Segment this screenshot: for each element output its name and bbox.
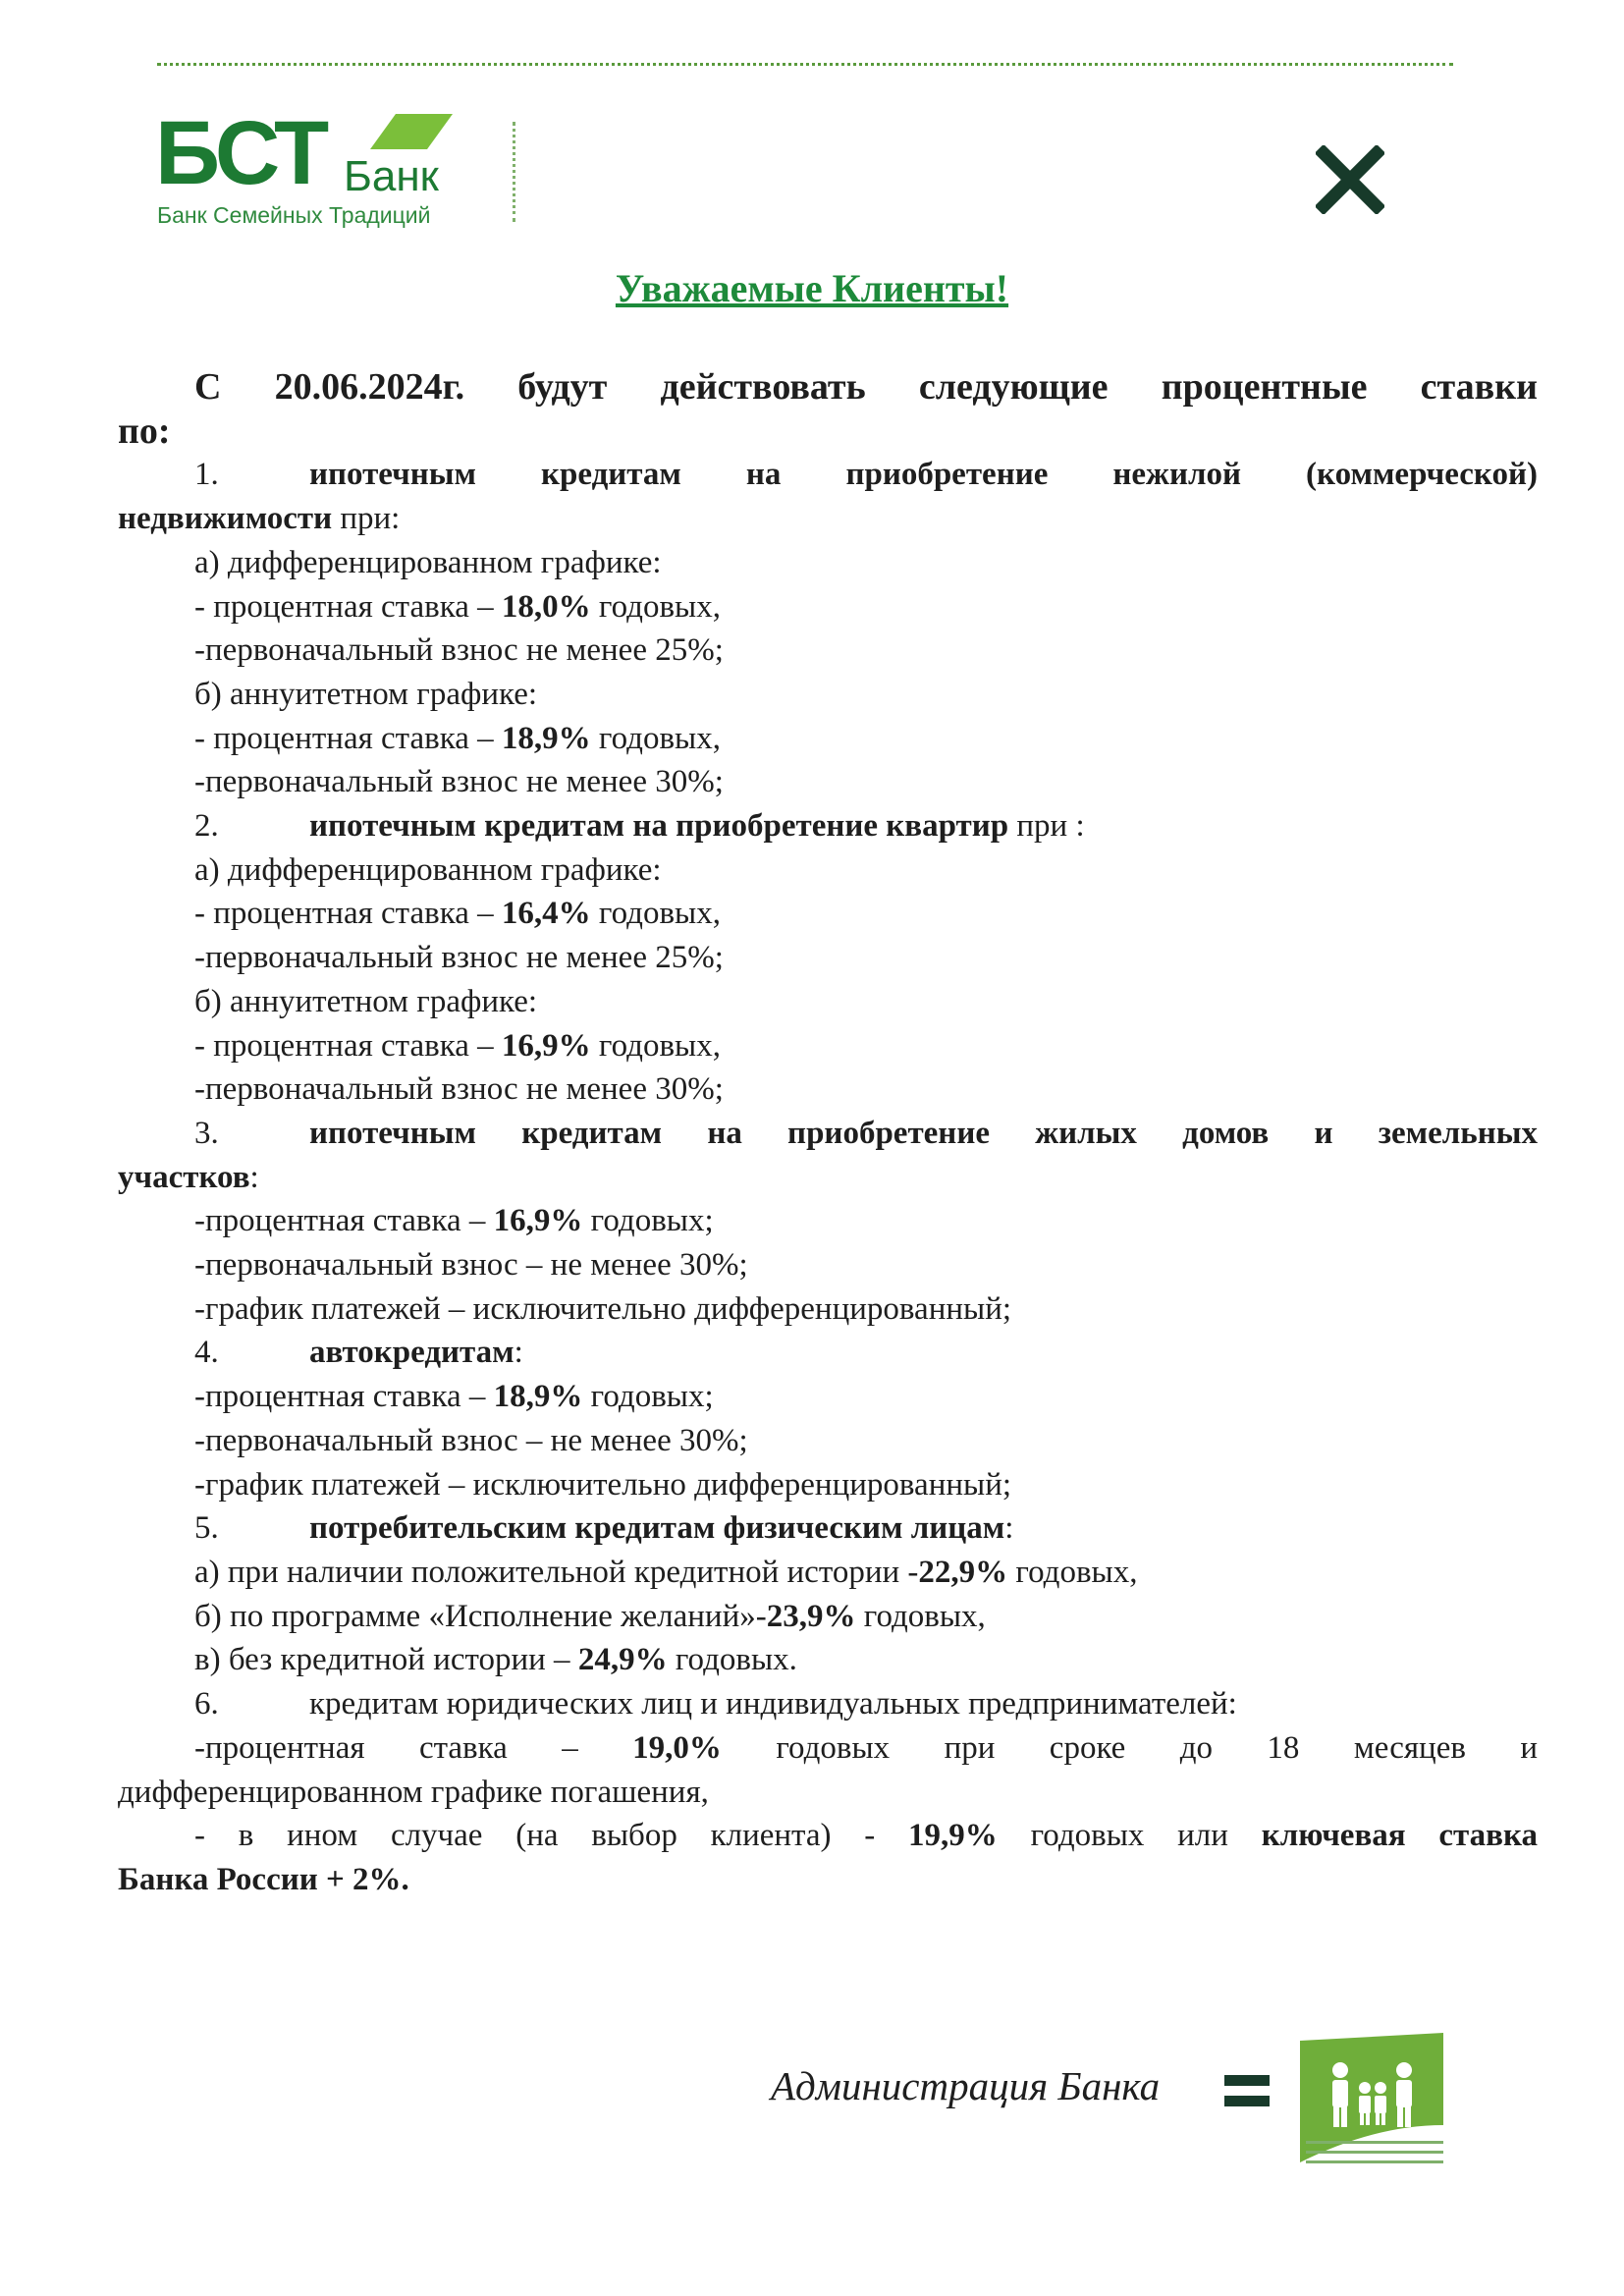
rate-prefix: - в ином случае (на выбор клиента) - [194,1818,909,1854]
rate-suffix: годовых, [1007,1554,1138,1590]
rate-line [118,1726,1538,1771]
rate-line [118,892,1538,936]
page-title: Уважаемые Клиенты! [615,266,1009,310]
rate-value: 18,9% [493,1379,583,1415]
bank-logo [155,103,450,236]
rate-value: 18,0% [501,588,591,625]
section-3-heading [118,1112,1538,1156]
rate-line [118,1814,1538,1858]
down-payment-line: -первоначальный взнос – не менее 30%; [194,1247,748,1284]
intro-line: С 20.06.2024г. будут действовать следующие процентные ставки [194,366,1538,408]
rate-value: 19,0% [632,1729,722,1766]
rate-suffix: годовых. [667,1642,797,1678]
rate-suffix: годовых, [590,588,721,625]
section-1-heading [118,453,1538,497]
rate-prefix: -процентная ставка – [194,1729,633,1766]
section-heading-text: ипотечным кредитам на приобретение нежилой (коммерческой) [309,457,1538,493]
rate-line [118,1595,1538,1639]
leaf-icon [366,110,455,153]
rate-line [118,717,1538,761]
section-heading-text: кредитам юридических лиц и индивидуальных предпринимателей: [309,1686,1237,1722]
family-icon [1286,2031,1458,2188]
down-payment-line: -первоначальный взнос не менее 25%; [194,632,724,669]
equals-icon [1224,2071,1270,2110]
key-rate-text: ключевая ставка [1261,1818,1538,1854]
rate-prefix: - процентная ставка – [194,720,502,756]
rate-suffix: годовых; [582,1203,714,1239]
section-heading-text: потребительским кредитам физическим лицам [309,1510,1005,1547]
down-payment-line: -первоначальный взнос не менее 30%; [194,1071,724,1108]
section-1-heading-cont [118,497,1538,541]
section-number: 5. [194,1510,219,1547]
rate-prefix: - процентная ставка – [194,1027,502,1064]
rate-line [118,1638,1538,1682]
section-number: 3. [194,1115,219,1151]
heading-tail: : [249,1159,259,1195]
payment-schedule-line: -график платежей – исключительно дифференцированный; [194,1290,1012,1327]
rate-prefix: б) по программе «Исполнение желаний»- [194,1598,767,1634]
key-rate-cont: Банка России + 2%. [118,1861,409,1897]
down-payment-line: -первоначальный взнос не менее 30%; [194,764,724,800]
rate-value: 19,9% [908,1818,998,1854]
down-payment-line: -первоначальный взнос не менее 25%; [194,940,724,976]
section-heading-text: ипотечным кредитам на приобретение жилых домов и земельных [309,1115,1538,1151]
section-number: 2. [194,808,219,845]
logo-bank-text: Банк [344,152,439,200]
rate-value: 16,4% [501,896,591,932]
section-3-heading-cont [118,1156,1538,1200]
logo-tagline: Банк Семейных Традиций [157,202,431,228]
rate-line [118,1375,1538,1419]
signature: Администрация Банка [771,2063,1161,2108]
heading-tail: : [1004,1510,1014,1547]
section-6-heading [118,1682,1538,1726]
vertical-dotted-divider [513,122,515,222]
heading-bold: участков [118,1159,250,1195]
rate-line [118,1199,1538,1243]
close-icon [1316,145,1384,214]
rate-prefix: а) при наличии положительной кредитной истории - [194,1554,919,1590]
heading-tail: при : [1008,808,1085,845]
section-heading-text: автокредитам [309,1335,514,1371]
section-2-heading [118,804,1538,848]
rate-prefix: в) без кредитной истории – [194,1642,578,1678]
section-number: 1. [194,457,219,493]
section-number: 6. [194,1686,219,1722]
top-dotted-line [157,63,1453,66]
down-payment-line: -первоначальный взнос – не менее 30%; [194,1422,748,1458]
rate-prefix: -процентная ставка – [194,1379,494,1415]
schedule-label: а) дифференцированном графике: [194,544,662,580]
rate-value: 24,9% [577,1642,668,1678]
rate-value: 16,9% [501,1027,591,1064]
rate-suffix: годовых, [590,720,721,756]
logo-main-text: БСТ [155,103,326,203]
rate-suffix: годовых при сроке до 18 месяцев и [721,1729,1539,1766]
rate-prefix: -процентная ставка – [194,1203,494,1239]
rate-suffix: годовых, [590,896,721,932]
section-4-heading [118,1331,1538,1375]
rate-suffix: годовых; [582,1379,714,1415]
rate-line-cont: дифференцированном графике погашения, [118,1774,709,1810]
rate-line [118,585,1538,629]
section-5-heading [118,1506,1538,1551]
section-heading-text: ипотечным кредитам на приобретение квартир [309,808,1009,845]
rate-value: 23,9% [766,1598,856,1634]
payment-schedule-line: -график платежей – исключительно дифференцированный; [194,1466,1012,1503]
rate-prefix: - процентная ставка – [194,588,502,625]
rate-suffix: годовых, [590,1027,721,1064]
section-number: 4. [194,1335,219,1371]
rate-line [118,1024,1538,1068]
schedule-label: а) дифференцированном графике: [194,851,662,888]
document-body [118,365,1538,1902]
rate-line [118,1551,1538,1595]
rate-value: 18,9% [501,720,591,756]
heading-tail: : [514,1335,523,1371]
rate-middle: годовых или [997,1818,1262,1854]
schedule-label: б) аннуитетном графике: [194,676,538,712]
rate-prefix: - процентная ставка – [194,896,502,932]
rate-value: 16,9% [493,1203,583,1239]
heading-bold: недвижимости [118,501,333,537]
heading-tail: при: [332,501,401,537]
rate-value: 22,9% [918,1554,1008,1590]
schedule-label: б) аннуитетном графике: [194,983,538,1019]
intro-line-end: по: [118,410,171,452]
rate-suffix: годовых, [855,1598,986,1634]
